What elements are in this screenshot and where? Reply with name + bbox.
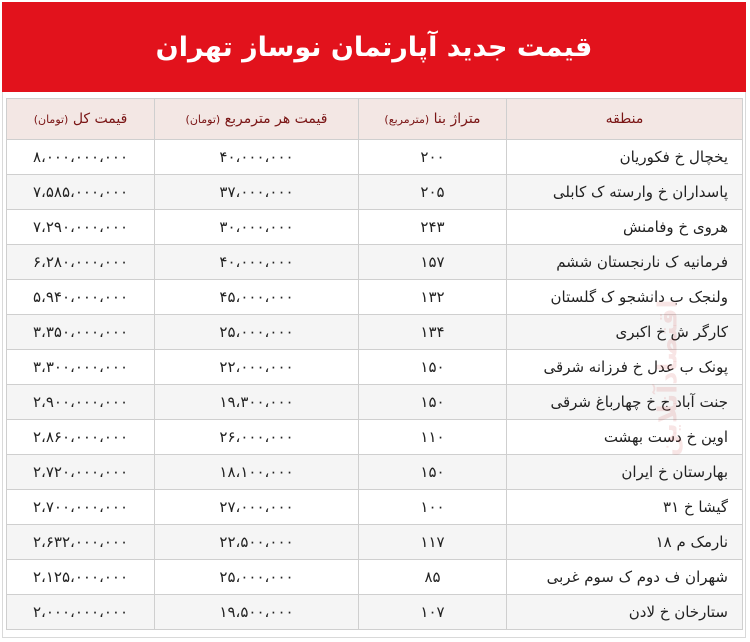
- cell-total-price: ۷،۵۸۵،۰۰۰،۰۰۰: [7, 175, 155, 210]
- cell-price-per-meter: ۳۷،۰۰۰،۰۰۰: [155, 175, 359, 210]
- cell-region: ولنجک ب دانشجو ک گلستان: [507, 280, 743, 315]
- table-row: [7, 420, 743, 455]
- cell-price-per-meter: ۳۰،۰۰۰،۰۰۰: [155, 210, 359, 245]
- table-header-row: [7, 99, 743, 140]
- cell-total-price: ۲،۹۰۰،۰۰۰،۰۰۰: [7, 385, 155, 420]
- page-title: قیمت جدید آپارتمان نوساز تهران: [155, 31, 593, 63]
- cell-region: کارگر ش خ اکبری: [507, 315, 743, 350]
- header-price-per-meter-unit: (تومان): [185, 113, 221, 126]
- cell-total-price: ۲،۰۰۰،۰۰۰،۰۰۰: [7, 595, 155, 630]
- header-total-price: [7, 99, 155, 140]
- cell-total-price: ۷،۲۹۰،۰۰۰،۰۰۰: [7, 210, 155, 245]
- cell-area: ۱۵۰: [359, 350, 507, 385]
- cell-price-per-meter: ۱۹،۳۰۰،۰۰۰: [155, 385, 359, 420]
- price-table: [6, 98, 743, 630]
- cell-total-price: ۳،۳۵۰،۰۰۰،۰۰۰: [7, 315, 155, 350]
- table-row: [7, 525, 743, 560]
- table-row: [7, 455, 743, 490]
- table-row: [7, 140, 743, 175]
- title-bar: [2, 2, 746, 92]
- cell-total-price: ۲،۷۲۰،۰۰۰،۰۰۰: [7, 455, 155, 490]
- cell-price-per-meter: ۲۲،۰۰۰،۰۰۰: [155, 350, 359, 385]
- cell-area: ۲۴۳: [359, 210, 507, 245]
- cell-total-price: ۲،۶۳۲،۰۰۰،۰۰۰: [7, 525, 155, 560]
- cell-total-price: ۲،۱۲۵،۰۰۰،۰۰۰: [7, 560, 155, 595]
- cell-region: اوین خ دست بهشت: [507, 420, 743, 455]
- table-row: [7, 210, 743, 245]
- cell-total-price: ۵،۹۴۰،۰۰۰،۰۰۰: [7, 280, 155, 315]
- cell-region: پاسداران خ وارسته ک کابلی: [507, 175, 743, 210]
- cell-area: ۱۳۴: [359, 315, 507, 350]
- cell-total-price: ۲،۷۰۰،۰۰۰،۰۰۰: [7, 490, 155, 525]
- cell-price-per-meter: ۲۶،۰۰۰،۰۰۰: [155, 420, 359, 455]
- cell-area: ۱۵۷: [359, 245, 507, 280]
- cell-area: ۲۰۰: [359, 140, 507, 175]
- table-row: [7, 315, 743, 350]
- cell-price-per-meter: ۱۸،۱۰۰،۰۰۰: [155, 455, 359, 490]
- header-area-unit: (مترمربع): [384, 113, 430, 126]
- cell-region: گیشا خ ۳۱: [507, 490, 743, 525]
- table-row: [7, 245, 743, 280]
- cell-area: ۱۱۷: [359, 525, 507, 560]
- cell-total-price: ۲،۸۶۰،۰۰۰،۰۰۰: [7, 420, 155, 455]
- header-price-per-meter: [155, 99, 359, 140]
- header-total-price-unit: (تومان): [33, 113, 69, 126]
- cell-area: ۱۰۷: [359, 595, 507, 630]
- cell-total-price: ۶،۲۸۰،۰۰۰،۰۰۰: [7, 245, 155, 280]
- table-row: [7, 560, 743, 595]
- cell-price-per-meter: ۴۰،۰۰۰،۰۰۰: [155, 140, 359, 175]
- cell-area: ۸۵: [359, 560, 507, 595]
- header-area-label: متراژ بنا: [433, 111, 481, 127]
- cell-total-price: ۸،۰۰۰،۰۰۰،۰۰۰: [7, 140, 155, 175]
- table-row: [7, 595, 743, 630]
- table-row: [7, 350, 743, 385]
- cell-area: ۱۰۰: [359, 490, 507, 525]
- header-region-label: منطقه: [605, 111, 644, 127]
- cell-region: جنت آباد ج خ چهارباغ شرقی: [507, 385, 743, 420]
- cell-area: ۱۵۰: [359, 385, 507, 420]
- cell-region: نارمک م ۱۸: [507, 525, 743, 560]
- cell-region: ستارخان خ لادن: [507, 595, 743, 630]
- table-row: [7, 490, 743, 525]
- cell-price-per-meter: ۲۲،۵۰۰،۰۰۰: [155, 525, 359, 560]
- cell-price-per-meter: ۱۹،۵۰۰،۰۰۰: [155, 595, 359, 630]
- cell-price-per-meter: ۲۵،۰۰۰،۰۰۰: [155, 560, 359, 595]
- cell-area: ۲۰۵: [359, 175, 507, 210]
- header-total-price-label: قیمت کل: [72, 111, 128, 127]
- cell-price-per-meter: ۲۵،۰۰۰،۰۰۰: [155, 315, 359, 350]
- cell-price-per-meter: ۴۰،۰۰۰،۰۰۰: [155, 245, 359, 280]
- cell-region: یخچال خ فکوریان: [507, 140, 743, 175]
- cell-price-per-meter: ۴۵،۰۰۰،۰۰۰: [155, 280, 359, 315]
- cell-region: هروی خ وفامنش: [507, 210, 743, 245]
- table-row: [7, 385, 743, 420]
- cell-region: بهارستان خ ایران: [507, 455, 743, 490]
- cell-area: ۱۵۰: [359, 455, 507, 490]
- cell-area: ۱۱۰: [359, 420, 507, 455]
- header-area: [359, 99, 507, 140]
- header-price-per-meter-label: قیمت هر مترمربع: [224, 111, 328, 127]
- header-region: [507, 99, 743, 140]
- table-row: [7, 175, 743, 210]
- table-row: [7, 280, 743, 315]
- cell-total-price: ۳،۳۰۰،۰۰۰،۰۰۰: [7, 350, 155, 385]
- cell-price-per-meter: ۲۷،۰۰۰،۰۰۰: [155, 490, 359, 525]
- cell-region: شهران ف دوم ک سوم غربی: [507, 560, 743, 595]
- cell-region: پونک ب عدل خ فرزانه شرقی: [507, 350, 743, 385]
- cell-region: فرمانیه ک نارنجستان ششم: [507, 245, 743, 280]
- cell-area: ۱۳۲: [359, 280, 507, 315]
